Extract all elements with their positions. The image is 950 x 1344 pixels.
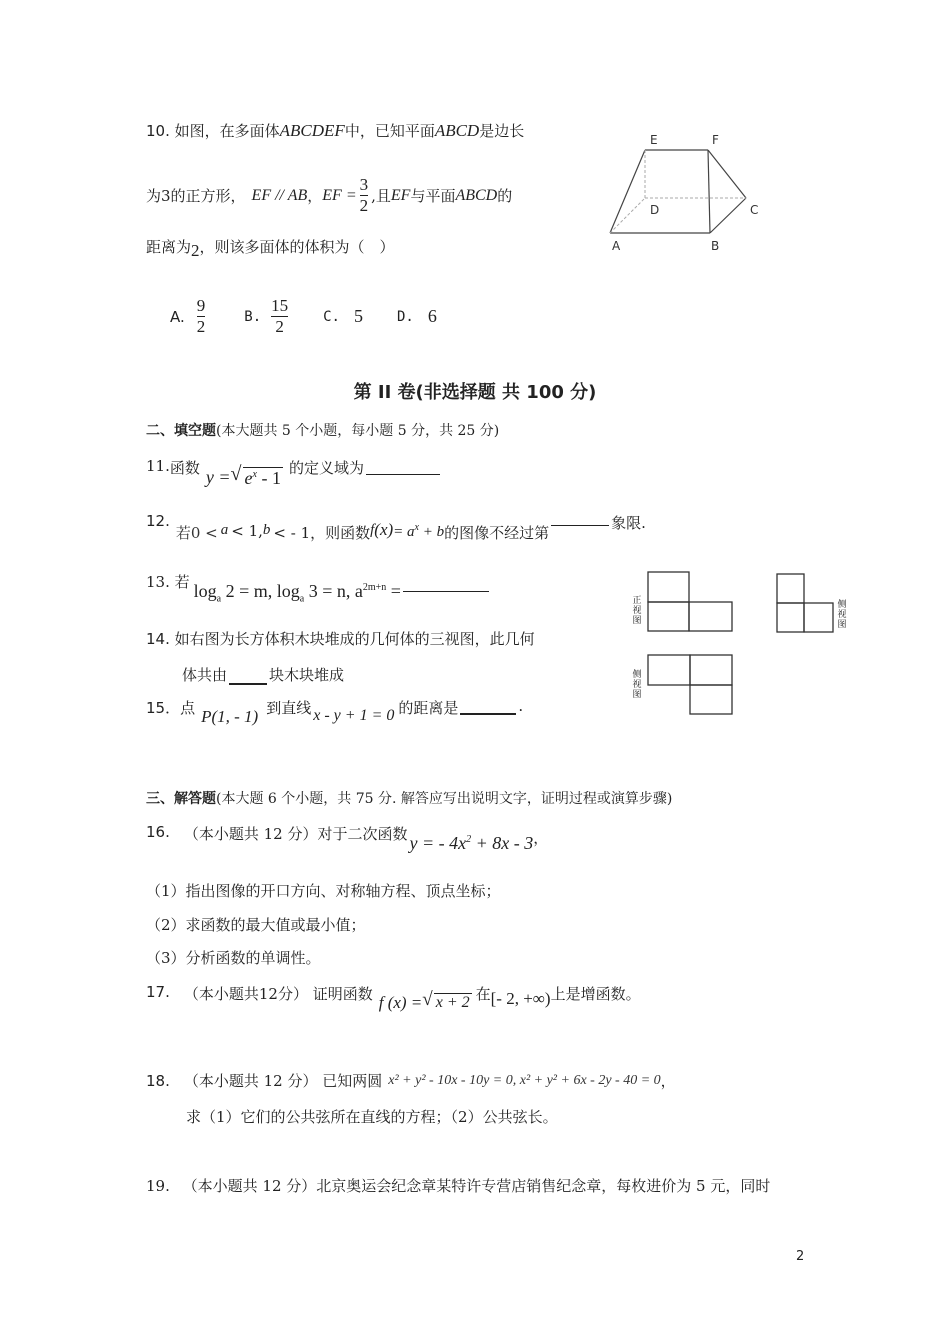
option-c-label: C. xyxy=(323,308,340,325)
top-view-label: 侧视图 xyxy=(632,670,642,700)
option-a-value: $\frac{9}{2}$ xyxy=(196,296,206,336)
section2-heading: 二、填空题(本大题共 5 个小题，每小题 5 分，共 25 分) xyxy=(146,423,500,439)
q11: 11. 函数 y = √ $e^x - 1$ 的定义域为 xyxy=(146,457,442,489)
q11-answer-blank[interactable] xyxy=(366,457,440,475)
option-a-label: A. xyxy=(170,307,185,326)
q10-line1: 10. 如图，在多面体ABCDEF中，已知平面ABCD是边长 xyxy=(146,121,525,140)
q16-sub1: （1）指出图像的开口方向、对称轴方程、顶点坐标； xyxy=(146,882,501,900)
q10-fraction: $\frac{3}{2}$ xyxy=(359,175,369,215)
q16-function: y = - $4x^2 + 8x - 3$ xyxy=(409,833,534,853)
q19: 19. （本小题共 12 分）北京奥运会纪念章某特许专营店销售纪念章，每枚进价为 5 元，同时 xyxy=(146,1177,771,1195)
section2-title: 第 II 卷(非选择题 共 100 分) xyxy=(353,382,597,403)
q15-answer-blank[interactable] xyxy=(460,697,516,715)
q12-answer-blank[interactable] xyxy=(551,512,609,526)
front-view-figure xyxy=(646,570,736,634)
label-E: E xyxy=(650,133,658,147)
q16: 16. （本小题共 12 分）对于二次函数 y = - $4x^2 + 8x - 3$ ， xyxy=(146,823,549,853)
q10-options xyxy=(170,296,437,337)
q14-line2: 体共由 块木块堆成 xyxy=(182,666,345,684)
q16-sub3: （3）分析函数的单调性。 xyxy=(146,949,321,967)
q10-line2: 为3的正方形， EF // AB ， EF = $\frac{3}{2}$ ,且 EF 与平面 ABCD 的 xyxy=(146,175,513,215)
q11-radicand: $e^x - 1$ xyxy=(244,468,281,488)
q18-line1: 18. （本小题共 12 分） 已知两圆 x² + y² - 10x - 10y = 0, x² + y² + 6x - 2y - 40 = 0 ， xyxy=(146,1071,676,1090)
q12: 12. 若0 < a < 1, b < - 1，则函数 f (x) = $a^x + b$ 的图像不经过第 象限. xyxy=(146,512,646,542)
q14-line1: 14. 如右图为长方体积木块堆成的几何体的三视图，此几何 xyxy=(146,630,535,648)
label-B: B xyxy=(711,239,720,253)
label-C: C xyxy=(750,203,759,217)
top-view-figure xyxy=(646,653,736,717)
front-view-label: 正视图 xyxy=(632,596,642,626)
q12-power: = $a^x + b$ xyxy=(393,522,445,540)
q13: 13. 若 $\log_a 2 = m$, $\log_a 3 = n$, $a^{2m+n}$ = xyxy=(146,571,491,605)
option-b-label: B. xyxy=(244,308,262,325)
side-view-figure xyxy=(775,572,837,634)
q14-answer-blank[interactable] xyxy=(229,669,267,685)
q15: 15．点 P(1, - 1) 到直线 x - y + 1 = 0 的距离是 . xyxy=(146,697,524,726)
polyhedron-figure xyxy=(600,128,770,253)
q17: 17. （本小题共12分） 证明函数 f (x) = √ x + 2 在 [- 2, +∞) 上是增函数。 xyxy=(146,983,641,1012)
section3-heading: 三、解答题(本大题 6 个小题，共 75 分. 解答应写出说明文字，证明过程或演算步骤) xyxy=(146,791,673,807)
label-D: D xyxy=(650,203,660,217)
side-view-label: 侧视图 xyxy=(837,600,847,630)
option-d-label: D. xyxy=(396,308,414,325)
q16-sub2: （2）求函数的最大值或最小值； xyxy=(146,916,366,934)
q18-line2: 求（1）它们的公共弦所在直线的方程；（2）公共弦长。 xyxy=(186,1108,558,1126)
option-d-value: 6 xyxy=(427,306,437,326)
q13-answer-blank[interactable] xyxy=(403,571,489,592)
label-A: A xyxy=(612,239,621,253)
q10-line3: 距离为2，则该多面体的体积为（ ） xyxy=(146,238,395,260)
page-number: 2 xyxy=(796,1249,805,1264)
option-b-value: $\frac{15}{2}$ xyxy=(271,296,289,336)
option-c-value: 5 xyxy=(353,306,363,326)
label-F: F xyxy=(712,133,719,147)
q13-expression: $\log_a 2 = m$, $\log_a 3 = n$, $a^{2m+n}$ = xyxy=(193,581,401,605)
